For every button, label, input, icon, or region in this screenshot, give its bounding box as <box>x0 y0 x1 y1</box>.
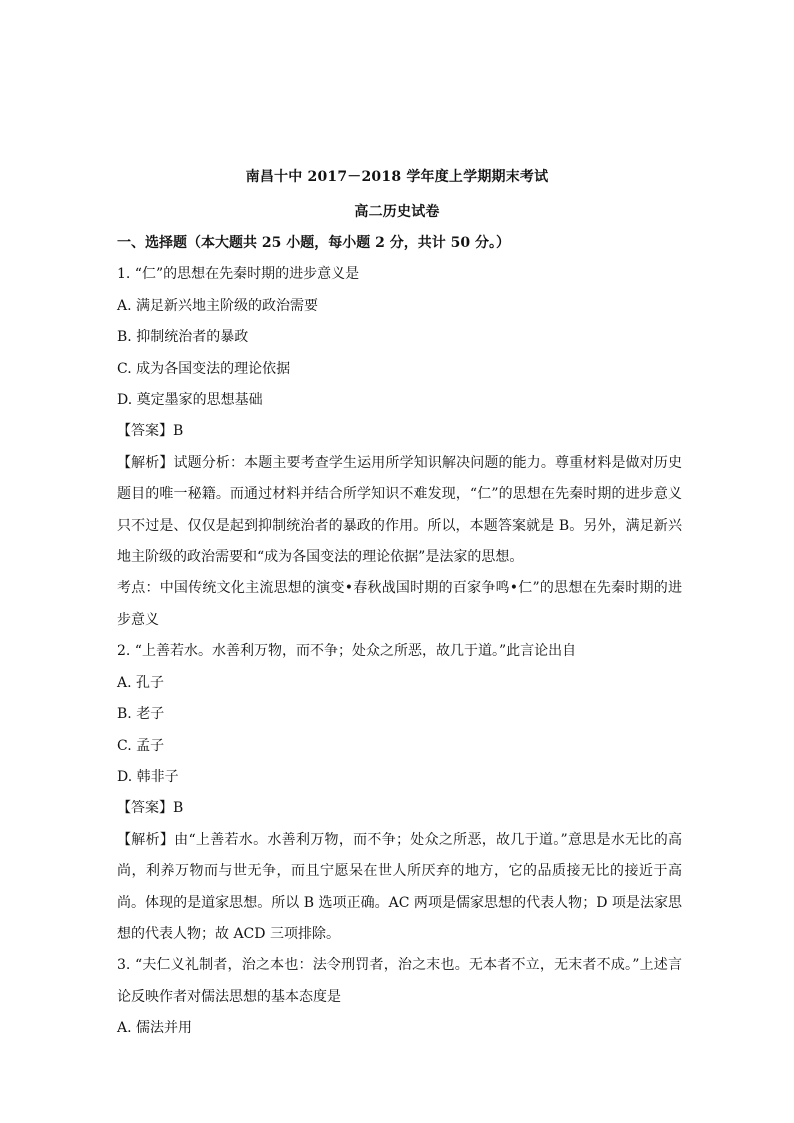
option-d: D. 奠定墨家的思想基础 <box>117 392 263 409</box>
option-b: B. 抑制统治者的暴政 <box>117 329 249 346</box>
option-b: B. 老子 <box>117 706 165 723</box>
option-d: D. 韩非子 <box>117 768 179 785</box>
option-a: A. 儒法并用 <box>117 1020 193 1037</box>
answer-text: 【答案】B <box>117 800 184 817</box>
exam-subtitle: 高二历史试卷 <box>354 204 440 220</box>
section-heading: 一、选择题（本大题共 25 小题，每小题 2 分，共计 50 分。） <box>117 235 510 251</box>
question-stem: 1. “仁”的思想在先秦时期的进步意义是 <box>117 266 360 283</box>
answer-text: 【答案】B <box>117 423 184 440</box>
option-c: C. 成为各国变法的理论依据 <box>117 360 291 377</box>
key-point-text: 考点：中国传统文化主流思想的演变•春秋战国时期的百家争鸣•仁”的思想在先秦时期的进步意义 <box>117 580 682 628</box>
analysis-text: 【解析】试题分析：本题主要考查学生运用所学知识解决问题的能力。尊重材料是做对历史题目的唯一秘籍。而通过材料并结合所学知识不难发现，“仁”的思想在先秦时期的进步意义只不过是、仅仅是起到抑制统治者的暴政的作用。所以，本题答案就是 B。另外，满足新兴地主阶级的政治需要和“成为各国变法的理论依据”是法家的思想。 <box>117 454 682 566</box>
question-1 <box>117 259 682 636</box>
option-a: A. 孔子 <box>117 674 165 691</box>
option-c: C. 孟子 <box>117 737 165 754</box>
option-a: A. 满足新兴地主阶级的政治需要 <box>117 297 319 314</box>
question-3 <box>117 950 682 1044</box>
question-stem: 2. “上善若水。水善利万物，而不争；处众之所恶，故几于道。”此言论出自 <box>117 643 577 660</box>
exam-title: 南昌十中 2017－2018 学年度上学期期末考试 <box>245 169 549 185</box>
exam-content <box>117 228 682 1045</box>
question-stem: 3. “夫仁义礼制者，治之本也：法令刑罚者，治之末也。无本者不立，无末者不成。”上述言论反映作者对儒法思想的基本态度是 <box>117 957 682 1005</box>
analysis-text: 【解析】由“上善若水。水善利万物，而不争；处众之所恶，故几于道。”意思是水无比的高尚，利养万物而与世无争，而且宁愿呆在世人所厌弃的地方，它的品质接无比的接近于高尚。体现的是道家思想。所以 B 选项正确。AC 两项是儒家思想的代表人物；D 项是法家思想的代表人物；故 ACD 三项排除。 <box>117 831 682 942</box>
question-2 <box>117 636 682 950</box>
